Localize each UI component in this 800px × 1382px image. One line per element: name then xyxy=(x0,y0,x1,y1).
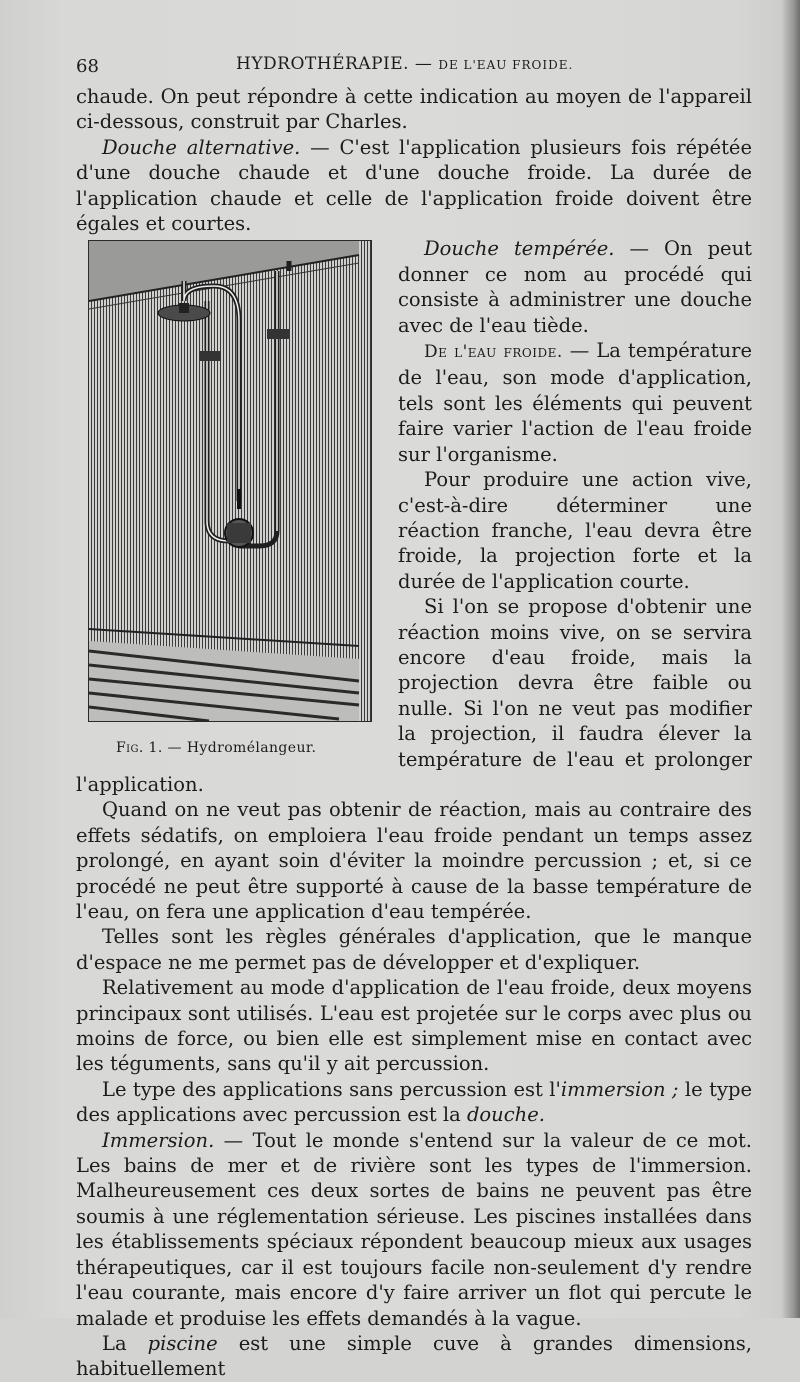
term-piscine: piscine xyxy=(147,1331,218,1355)
baseboard xyxy=(89,629,359,646)
floor xyxy=(89,641,359,721)
figure-caption xyxy=(116,736,376,761)
paragraph-piscine: La piscine est une simple cuve à grandes dimensions, habituellement xyxy=(76,1331,752,1381)
term-immersion: Immersion. xyxy=(102,1128,215,1152)
figure-label: Fig. 1. — xyxy=(116,740,182,757)
figure-1 xyxy=(76,240,376,761)
page-number: 68 xyxy=(76,56,99,77)
paragraph-mode-application: Relativement au mode d'application de l'eau froide, deux moyens principaux sont utilisés. L'eau est projetée sur le corps avec plus ou moins de force, ou bien elle est simplement mise en contact avec les téguments, sans qu'il y ait percussion. xyxy=(76,976,752,1076)
paragraph-immersion: Immersion. — Tout le monde s'entend sur la valeur de ce mot. Les bains de mer et de rivière sont les types de l'immersion. Malheureusement ces deux sortes de bains ne peuvent pas être soumis à une réglementation sérieuse. Les piscines installées dans les établissements spéciaux répondent beaucoup mieux aux usages thérapeutiques, car il est toujours facile non-seulement d'y rendre l'eau courante, mais encore d'y faire arriver un flot qui percute le malade et produise les effets demandés à la vague. xyxy=(76,1128,752,1330)
paragraph-douche-temperee: Douche tempérée. — On peut donner ce nom au procédé qui consiste à administrer une douche avec de l'eau tiède. xyxy=(398,237,752,337)
term-douche-temperee: Douche tempérée. xyxy=(424,237,615,261)
valve-right xyxy=(267,329,289,339)
paragraph-types-applications: Le type des applications sans percussion est l'immersion ; le type des applications avec percussion est la douche. xyxy=(76,1077,753,1127)
paragraph-1: chaude. On peut répondre à cette indication au moyen de l'appareil ci-dessous, construit par Charles. xyxy=(76,85,752,134)
paragraph-eau-froide: De l'eau froide. — La température de l'eau, son mode d'application, tels sont les éléments qui peuvent faire varier l'action de l'eau froide sur l'organisme. xyxy=(398,339,753,466)
page-edge-shadow xyxy=(782,0,800,1318)
running-title xyxy=(236,54,573,74)
running-title-main: HYDROTHÉRAPIE. — xyxy=(236,54,433,74)
running-header xyxy=(76,54,752,78)
running-title-sub: DE L'EAU FROIDE. xyxy=(438,58,574,72)
page-body xyxy=(76,84,752,1382)
shower-engraving xyxy=(89,241,371,721)
valve-left xyxy=(199,351,221,361)
paragraph-effets-sedatifs: Quand on ne veut pas obtenir de réaction, mais au contraire des effets sédatifs, on emploiera l'eau froide pendant un temps assez prolongé, en ayant soin d'éviter la moindre percussion ; et, si ce procédé ne peut être supporté à cause de la basse température de l'eau, on fera une application d'eau tempérée. xyxy=(76,798,752,923)
term-douche-alternative: Douche alternative. xyxy=(102,135,301,159)
paragraph-reaction-moins-vive: Si l'on se propose d'obtenir une réaction moins vive, on se servira encore d'eau froide, mais la projection devra être faible ou nulle. Si l'on ne veut pas modifier la projection, il faudra élever la température de l'eau et prolonger l'application. xyxy=(76,595,752,796)
paragraph-regles-generales: Telles sont les règles générales d'application, que le manque d'espace ne me permet pas de développer et d'expliquer. xyxy=(76,925,752,974)
paragraph-douche-alternative: Douche alternative. — C'est l'application plusieurs fois répétée d'une douche chaude et d'une douche froide. La durée de l'application chaude et celle de l'application froide doivent être égales et courtes. xyxy=(76,135,752,236)
hydromelangeur-illustration xyxy=(88,240,372,722)
paragraph-action-vive: Pour produire une action vive, c'est-à-dire déterminer une réaction franche, l'eau devra être froide, la projection forte et la durée de l'application courte. xyxy=(398,468,752,593)
figure-title: Hydromélangeur. xyxy=(186,740,317,757)
ceiling-molding xyxy=(89,241,359,301)
section-head-eau-froide: De l'eau froide. xyxy=(424,342,563,363)
